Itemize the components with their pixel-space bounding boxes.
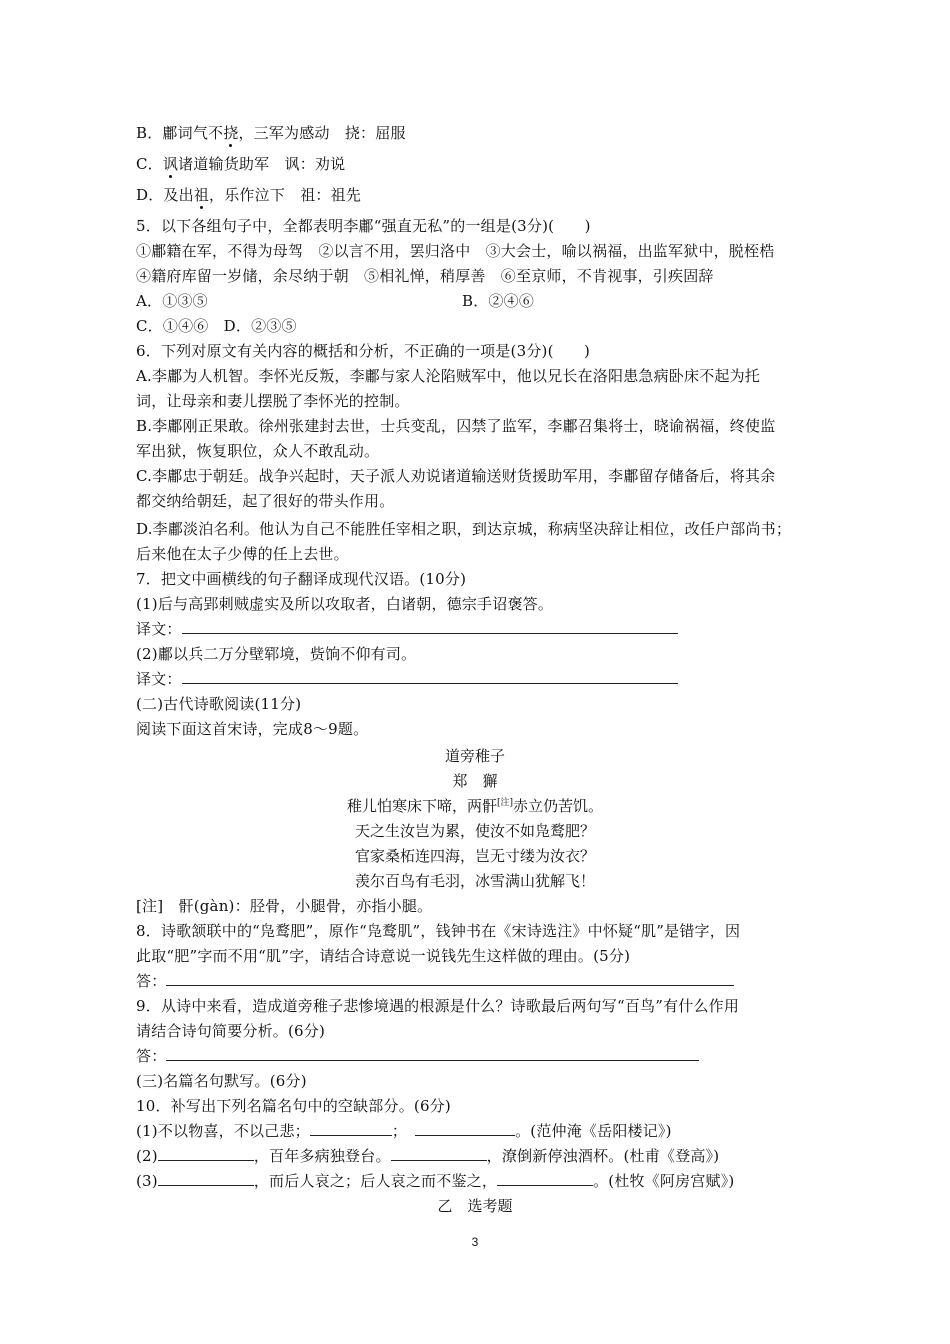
- question-6-d-line1: D.李鄘淡泊名利。他认为自己不能胜任宰相之职，到达京城，称病坚决辞让相位，改任户部尚书；: [136, 520, 792, 538]
- answer-line-8: 答：: [136, 971, 734, 991]
- answer-blank[interactable]: [391, 1146, 487, 1161]
- question-6-b-line2: 军出狱，恢复职位，众人不敢乱动。: [136, 442, 380, 460]
- answer-blank[interactable]: [310, 1121, 392, 1136]
- question-5-choice-a: A．①③⑤: [136, 292, 208, 310]
- question-10-item-2: (2) ，百年多病独登台。 ，潦倒新停浊酒杯。(杜甫《登高》): [136, 1147, 720, 1165]
- question-5-items-1: ①鄘籍在军，不得为母驾 ②以言不用，罢归洛中 ③大会士，喻以祸福，出监军狱中，脱桎梏: [136, 242, 775, 260]
- question-6: 6．下列对原文有关内容的概括和分析，不正确的一项是(3分)( ): [136, 342, 591, 360]
- answer-blank[interactable]: [166, 971, 734, 986]
- question-10-item-3: (3) ，而后人哀之；后人哀之而不鉴之， 。(杜牧《阿房宫赋》): [136, 1172, 735, 1190]
- page-number: 3: [471, 1235, 479, 1249]
- question-6-d-line2: 后来他在太子少傅的任上去世。: [136, 545, 349, 563]
- note-marker: [注]: [496, 798, 514, 808]
- emphasis-dot-char: 挠: [223, 124, 239, 142]
- question-6-a-line2: 词，让母亲和妻儿摆脱了李怀光的控制。: [136, 392, 410, 410]
- answer-blank[interactable]: [182, 669, 678, 684]
- emphasis-dot-char: 讽: [162, 155, 179, 173]
- question-5-items-2: ④籍府库留一岁储，余尽纳于朝 ⑤相礼惮，稍厚善 ⑥至京师，不肯视事，引疾固辞: [136, 267, 714, 285]
- question-7: 7．把文中画横线的句子翻译成现代汉语。(10分): [136, 570, 467, 588]
- poem-line-2: 天之生汝岂为累，使汝不如凫鹜肥？: [354, 822, 595, 840]
- poem-line-4: 羡尔百鸟有毛羽，冰雪满山犹解飞！: [354, 872, 595, 890]
- translation-line-1: 译文：: [136, 619, 678, 639]
- question-7-sentence-1: (1)后与高郢刺贼虚实及所以攻取者，白诸朝，德宗手诏褒答。: [136, 595, 554, 613]
- answer-blank[interactable]: [182, 619, 678, 634]
- poem-title: 道旁稚子: [444, 747, 505, 765]
- poem-line-3: 官家桑柘连四海，岂无寸缕为汝衣？: [354, 847, 595, 865]
- question-6-a-line1: A.李鄘为人机智。李怀光反叛，李鄘与家人沦陷贼军中，他以兄长在洛阳患急病卧床不起为托: [136, 367, 761, 385]
- answer-line-9: 答：: [136, 1046, 699, 1066]
- question-9-line2: 请结合诗句简要分析。(6分): [136, 1022, 326, 1040]
- question-8-line1: 8．诗歌颔联中的“凫鹜肥”，原作“凫鹜肌”，钱钟书在《宋诗选注》中怀疑“肌”是错字，因: [136, 922, 741, 940]
- section-2-intro: 阅读下面这首宋诗，完成8～9题。: [136, 720, 369, 738]
- option-5c: C．讽诸道输货助军 讽：劝说: [136, 155, 346, 173]
- poem-line-1: 稚儿怕寒床下啼，两骭[注]赤立仍苦饥。: [346, 797, 604, 815]
- translation-line-2: 译文：: [136, 669, 678, 689]
- question-5: 5．以下各组句子中，全都表明李鄘“强直无私”的一组是(3分)( ): [136, 217, 591, 235]
- question-7-sentence-2: (2)鄘以兵二万分壁郓境，赀饷不仰有司。: [136, 645, 417, 663]
- question-8-line2: 此取“肥”字而不用“肌”字，请结合诗意说一说钱先生这样做的理由。(5分): [136, 947, 631, 965]
- emphasis-dot-char: 祖: [193, 186, 210, 204]
- question-10-item-1: (1)不以物喜，不以己悲； ； 。(范仲淹《岳阳楼记》): [136, 1122, 672, 1140]
- question-5-choice-b: B．②④⑥: [462, 292, 535, 310]
- answer-blank[interactable]: [158, 1146, 254, 1161]
- answer-blank[interactable]: [158, 1171, 254, 1186]
- question-6-b-line1: B.李鄘刚正果敢。徐州张建封去世，士兵变乱，囚禁了监军，李鄘召集将士，晓谕祸福，终使监: [136, 417, 776, 435]
- answer-blank[interactable]: [497, 1171, 593, 1186]
- question-10: 10．补写出下列名篇名句中的空缺部分。(6分): [136, 1097, 451, 1115]
- poem-author: 郑 獬: [452, 772, 498, 790]
- section-yi-heading: 乙 选考题: [437, 1197, 513, 1215]
- section-2-heading: (二)古代诗歌阅读(11分): [136, 695, 302, 713]
- answer-blank[interactable]: [415, 1121, 515, 1136]
- option-5b: B．鄘词气不挠，三军为感动 挠：屈服: [136, 124, 406, 142]
- question-9-line1: 9．从诗中来看，造成道旁稚子悲惨境遇的根源是什么？诗歌最后两句写“百鸟”有什么作用: [136, 997, 740, 1015]
- question-5-choice-cd: C．①④⑥ D．②③⑤: [136, 317, 297, 335]
- question-6-c-line2: 都交纳给朝廷，起了很好的带头作用。: [136, 492, 395, 510]
- question-6-c-line1: C.李鄘忠于朝廷。战争兴起时，天子派人劝说诸道输送财货援助军用，李鄘留存储备后，将其余: [136, 467, 776, 485]
- poem-note: [注] 骭(gàn)：胫骨，小腿骨，亦指小腿。: [136, 897, 433, 915]
- answer-blank[interactable]: [166, 1046, 699, 1061]
- section-3-heading: (三)名篇名句默写。(6分): [136, 1072, 307, 1090]
- option-5d: D．及出祖，乐作泣下 祖：祖先: [136, 186, 362, 204]
